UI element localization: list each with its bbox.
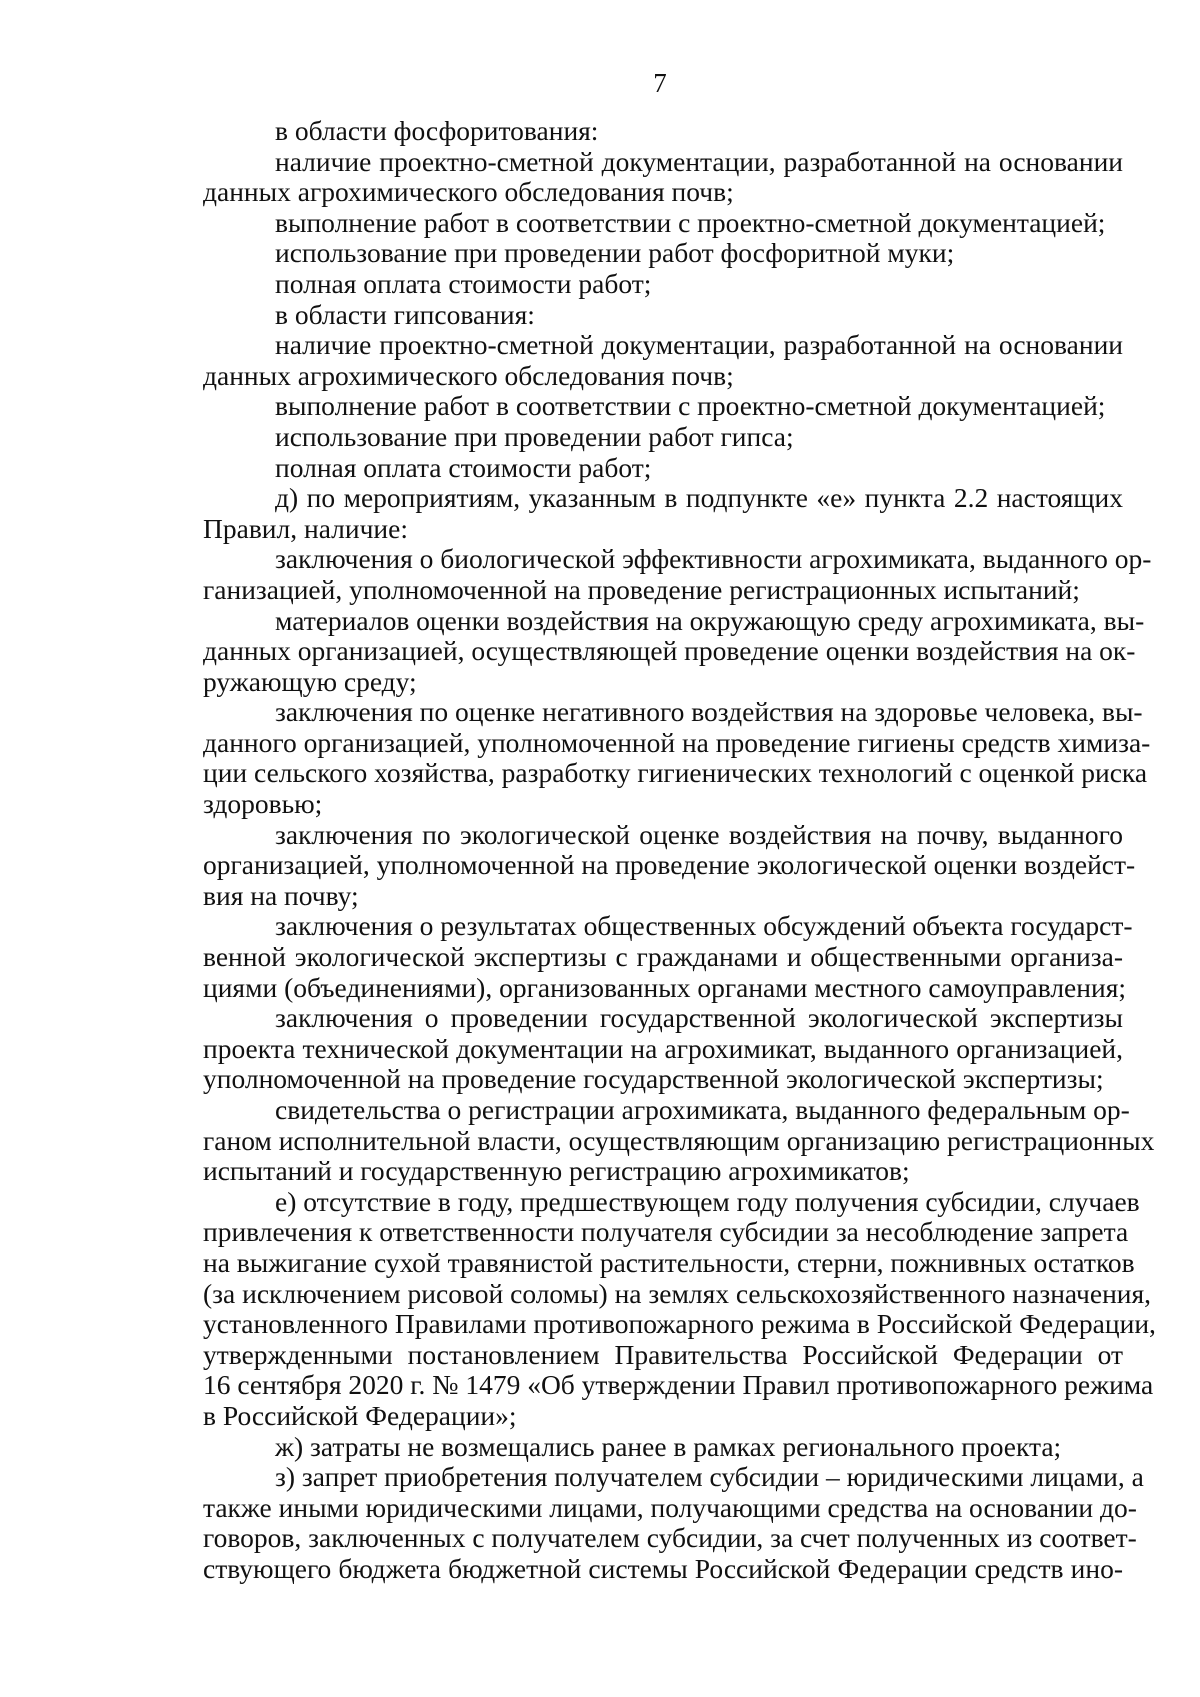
text-line: ствующего бюджета бюджетной системы Российской Федерации средств ино- bbox=[203, 1552, 1123, 1584]
page-number: 7 bbox=[653, 68, 667, 98]
text-line: наличие проектно-сметной документации, разработанной на основании bbox=[275, 145, 1123, 177]
text-line: 16 сентября 2020 г. № 1479 «Об утверждении Правил противопожарного режима bbox=[203, 1369, 1154, 1401]
text-line: говоров, заключенных с получателем субсидии, за счет полученных из соответ- bbox=[203, 1522, 1137, 1554]
text-line: заключения о биологической эффективности агрохимиката, выданного ор- bbox=[275, 543, 1152, 575]
text-line: свидетельства о регистрации агрохимиката, выданного федеральным ор- bbox=[275, 1094, 1130, 1125]
text-line: заключения о проведении государственной экологической экспертизы bbox=[275, 1002, 1123, 1034]
text-line: проекта технической документации на агрохимикат, выданного организацией, bbox=[203, 1032, 1123, 1064]
document-body bbox=[203, 115, 1156, 1585]
text-line: ганом исполнительной власти, осуществляющим организацию регистрационных bbox=[203, 1124, 1155, 1156]
text-line: также иными юридическими лицами, получающими средства на основании до- bbox=[203, 1491, 1137, 1523]
text-line: ции сельского хозяйства, разработку гигиенических технологий с оценкой риска bbox=[203, 757, 1148, 789]
text-line: в области фосфоритования: bbox=[275, 115, 599, 146]
text-line: данных агрохимического обследования почв; bbox=[203, 359, 734, 391]
text-line: полная оплата стоимости работ; bbox=[275, 451, 652, 483]
text-line: Правил, наличие: bbox=[203, 512, 408, 544]
text-line: полная оплата стоимости работ; bbox=[275, 267, 652, 299]
text-line: циями (объединениями), организованных органами местного самоуправления; bbox=[203, 971, 1126, 1003]
text-line: вия на почву; bbox=[203, 879, 359, 911]
text-line: заключения о результатах общественных обсуждений объекта государст- bbox=[275, 910, 1133, 942]
text-line: на выжигание сухой травянистой растительности, стерни, пожнивных остатков bbox=[203, 1246, 1135, 1278]
text-line: данных агрохимического обследования почв; bbox=[203, 176, 734, 208]
text-line: наличие проектно-сметной документации, разработанной на основании bbox=[275, 329, 1123, 361]
text-line: в области гипсования: bbox=[275, 298, 535, 330]
text-line: з) запрет приобретения получателем субсидии – юридическими лицами, а bbox=[275, 1461, 1144, 1493]
text-line: уполномоченной на проведение государственной экологической экспертизы; bbox=[203, 1063, 1104, 1095]
text-line: (за исключением рисовой соломы) на землях сельскохозяйственного назначения, bbox=[203, 1277, 1152, 1309]
text-line: венной экологической экспертизы с гражданами и общественными организа- bbox=[203, 941, 1123, 973]
text-line: выполнение работ в соответствии с проектно-сметной документацией; bbox=[275, 206, 1106, 238]
text-line: ружающую среду; bbox=[203, 665, 417, 697]
text-line: е) отсутствие в году, предшествующем году получения субсидии, случаев bbox=[275, 1185, 1140, 1217]
text-line: здоровью; bbox=[203, 788, 323, 820]
text-line: привлечения к ответственности получателя субсидии за несоблюдение запрета bbox=[203, 1216, 1129, 1248]
text-line: ганизацией, уполномоченной на проведение регистрационных испытаний; bbox=[203, 573, 1080, 605]
text-line: использование при проведении работ фосфоритной муки; bbox=[275, 237, 955, 269]
text-line: выполнение работ в соответствии с проектно-сметной документацией; bbox=[275, 390, 1106, 422]
text-line: данных организацией, осуществляющей проведение оценки воздействия на ок- bbox=[203, 635, 1136, 667]
text-line: организацией, уполномоченной на проведение экологической оценки воздейст- bbox=[203, 849, 1136, 881]
text-line: использование при проведении работ гипса; bbox=[275, 420, 794, 452]
text-line: установленного Правилами противопожарного режима в Российской Федерации, bbox=[203, 1308, 1156, 1340]
text-line: заключения по оценке негативного воздействия на здоровье человека, вы- bbox=[275, 696, 1143, 728]
text-line: заключения по экологической оценке воздействия на почву, выданного bbox=[275, 818, 1123, 850]
text-line: утвержденными постановлением Правительства Российской Федерации от bbox=[203, 1338, 1123, 1370]
text-line: ж) затраты не возмещались ранее в рамках регионального проекта; bbox=[275, 1430, 1062, 1462]
text-line: д) по мероприятиям, указанным в подпункте «е» пункта 2.2 настоящих bbox=[275, 482, 1123, 514]
text-line: данного организацией, уполномоченной на проведение гигиены средств химиза- bbox=[203, 726, 1151, 758]
text-line: в Российской Федерации»; bbox=[203, 1399, 517, 1431]
text-line: испытаний и государственную регистрацию агрохимикатов; bbox=[203, 1155, 910, 1187]
text-line: материалов оценки воздействия на окружающую среду агрохимиката, вы- bbox=[275, 604, 1145, 636]
